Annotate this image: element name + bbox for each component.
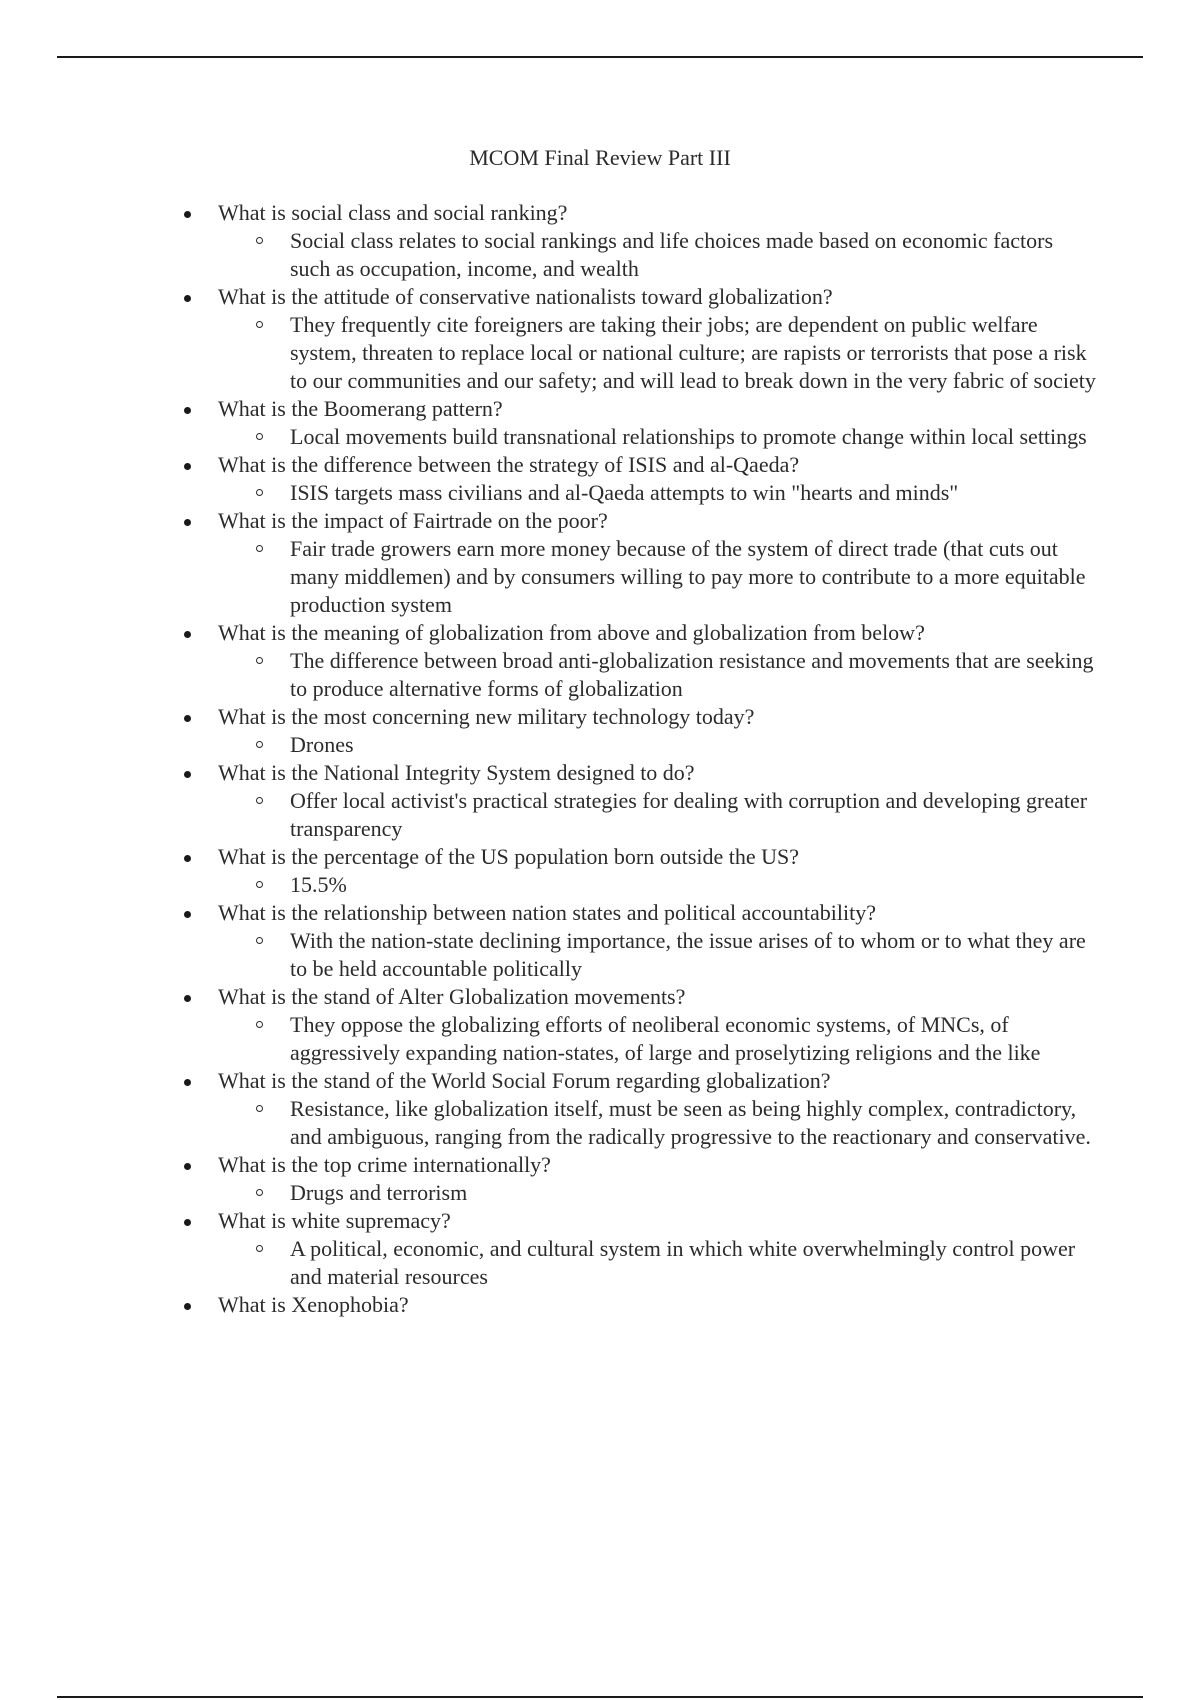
qa-item [0, 451, 1200, 507]
answer [290, 871, 1096, 899]
answer-text: Fair trade growers earn more money because of the system of direct trade (that cuts out many middlemen) and by consumers willing to pay more to contribute to a more equitable production system [290, 536, 1086, 617]
bullet-icon [184, 463, 191, 470]
qa-item [0, 843, 1200, 899]
answer-text: A political, economic, and cultural system in which white overwhelmingly control power and material resources [290, 1236, 1076, 1289]
question [218, 451, 1098, 479]
answer [290, 227, 1096, 283]
circle-bullet-icon [256, 881, 263, 888]
top-rule [57, 56, 1143, 58]
question [218, 899, 1098, 927]
bullet-icon [184, 295, 191, 302]
answer-text: Social class relates to social rankings and life choices made based on economic factors such as occupation, income, and wealth [290, 228, 1054, 281]
answer [290, 787, 1096, 843]
answer-text: Drugs and terrorism [290, 1180, 468, 1205]
question [218, 703, 1098, 731]
qa-item [0, 759, 1200, 843]
answer-text: Resistance, like globalization itself, must be seen as being highly complex, contradictory, and ambiguous, ranging from the radically progressive to the reactionary and conservative. [290, 1096, 1091, 1149]
qa-item [0, 395, 1200, 451]
qa-item [0, 1291, 1200, 1319]
bullet-icon [184, 715, 191, 722]
bullet-icon [184, 211, 191, 218]
circle-bullet-icon [256, 321, 263, 328]
question [218, 1067, 1098, 1095]
qa-item [0, 1151, 1200, 1207]
circle-bullet-icon [256, 545, 263, 552]
document-title: MCOM Final Review Part III [469, 145, 731, 170]
question [218, 983, 1098, 1011]
question-text: What is the difference between the strategy of ISIS and al-Qaeda? [218, 452, 800, 477]
answer [290, 1011, 1096, 1067]
question [218, 283, 1098, 311]
question [218, 199, 1098, 227]
circle-bullet-icon [256, 657, 263, 664]
circle-bullet-icon [256, 1245, 263, 1252]
answer-text: They oppose the globalizing efforts of neoliberal economic systems, of MNCs, of aggressively expanding nation-states, of large and proselytizing religions and the like [290, 1012, 1041, 1065]
question [218, 1291, 1098, 1319]
bullet-icon [184, 771, 191, 778]
qa-item [0, 1067, 1200, 1151]
circle-bullet-icon [256, 489, 263, 496]
question-text: What is the National Integrity System designed to do? [218, 760, 695, 785]
answer [290, 927, 1096, 983]
bullet-icon [184, 631, 191, 638]
question-text: What is the top crime internationally? [218, 1152, 551, 1177]
answer-text: They frequently cite foreigners are taking their jobs; are dependent on public welfare system, threaten to replace local or national culture; are rapists or terrorists that pose a risk to our communities and our safety; and will lead to break down in the very fabric of society [290, 312, 1096, 393]
bullet-icon [184, 1303, 191, 1310]
circle-bullet-icon [256, 237, 263, 244]
circle-bullet-icon [256, 1021, 263, 1028]
question-text: What is the meaning of globalization from above and globalization from below? [218, 620, 925, 645]
question-text: What is the attitude of conservative nationalists toward globalization? [218, 284, 833, 309]
answer [290, 311, 1096, 395]
answer-text: Local movements build transnational relationships to promote change within local settings [290, 424, 1087, 449]
bullet-icon [184, 407, 191, 414]
answer [290, 1235, 1096, 1291]
qa-item [0, 1207, 1200, 1291]
circle-bullet-icon [256, 797, 263, 804]
circle-bullet-icon [256, 937, 263, 944]
qa-item [0, 899, 1200, 983]
question [218, 395, 1098, 423]
answer-text: The difference between broad anti-globalization resistance and movements that are seeking to produce alternative forms of globalization [290, 648, 1094, 701]
question-text: What is the stand of the World Social Forum regarding globalization? [218, 1068, 831, 1093]
question [218, 759, 1098, 787]
qa-item [0, 619, 1200, 703]
circle-bullet-icon [256, 1105, 263, 1112]
question-text: What is the relationship between nation states and political accountability? [218, 900, 876, 925]
question-text: What is the percentage of the US population born outside the US? [218, 844, 800, 869]
question-text: What is the impact of Fairtrade on the poor? [218, 508, 608, 533]
answer-text: Drones [290, 732, 354, 757]
bottom-rule [57, 1696, 1143, 1698]
qa-item [0, 283, 1200, 395]
answer [290, 1095, 1096, 1151]
bullet-icon [184, 1079, 191, 1086]
qa-list [0, 199, 1200, 1319]
question [218, 507, 1098, 535]
answer [290, 479, 1096, 507]
answer-text: Offer local activist's practical strategies for dealing with corruption and developing greater transparency [290, 788, 1088, 841]
question-text: What is the most concerning new military technology today? [218, 704, 755, 729]
question [218, 843, 1098, 871]
bullet-icon [184, 855, 191, 862]
answer [290, 647, 1096, 703]
question-text: What is Xenophobia? [218, 1292, 409, 1317]
answer-text: With the nation-state declining importance, the issue arises of to whom or to what they are to be held accountable politically [290, 928, 1086, 981]
bullet-icon [184, 1163, 191, 1170]
answer [290, 731, 1096, 759]
answer-text: ISIS targets mass civilians and al-Qaeda attempts to win "hearts and minds" [290, 480, 959, 505]
question-text: What is social class and social ranking? [218, 200, 568, 225]
bullet-icon [184, 911, 191, 918]
qa-item [0, 199, 1200, 283]
qa-item [0, 703, 1200, 759]
answer [290, 1179, 1096, 1207]
bullet-icon [184, 995, 191, 1002]
answer [290, 535, 1096, 619]
circle-bullet-icon [256, 741, 263, 748]
bullet-icon [184, 1219, 191, 1226]
question-text: What is the Boomerang pattern? [218, 396, 503, 421]
question [218, 619, 1098, 647]
answer-text: 15.5% [290, 872, 347, 897]
question-text: What is white supremacy? [218, 1208, 451, 1233]
qa-item [0, 983, 1200, 1067]
question [218, 1151, 1098, 1179]
question [218, 1207, 1098, 1235]
qa-item [0, 507, 1200, 619]
circle-bullet-icon [256, 1189, 263, 1196]
circle-bullet-icon [256, 433, 263, 440]
question-text: What is the stand of Alter Globalization movements? [218, 984, 686, 1009]
answer [290, 423, 1096, 451]
bullet-icon [184, 519, 191, 526]
